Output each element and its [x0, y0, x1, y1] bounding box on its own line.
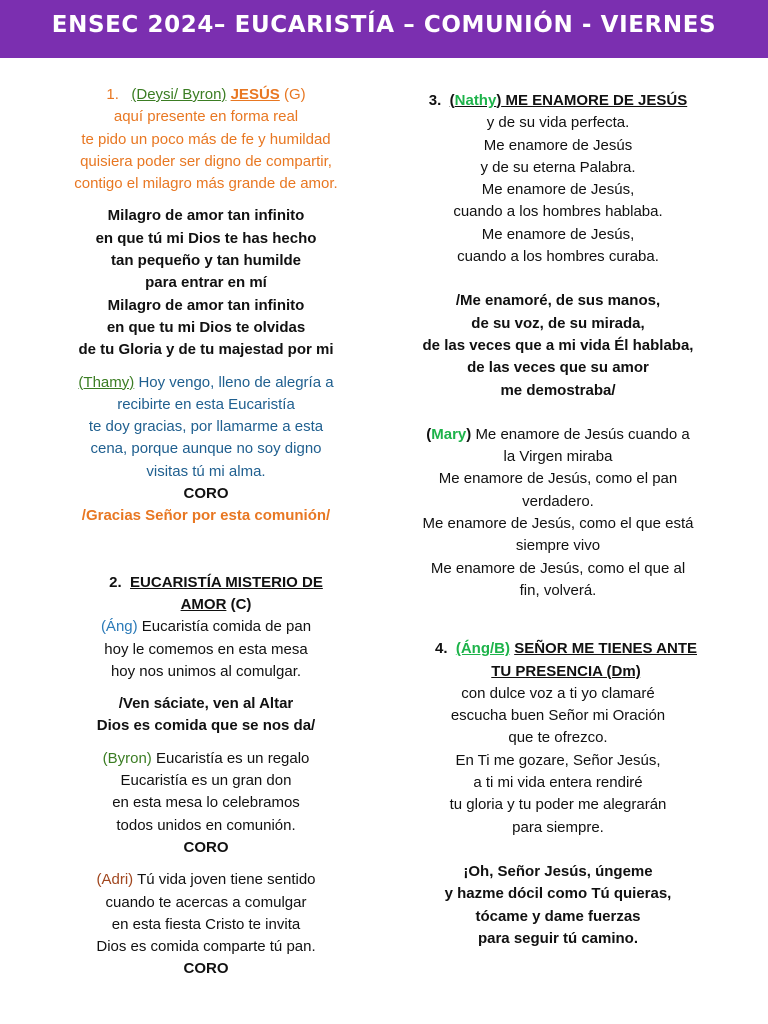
song2-verse3 [28, 869, 384, 958]
lyric-line: para seguir tú camino. [477, 929, 639, 947]
song1-number: 1. [106, 86, 119, 103]
song4-heading [400, 638, 716, 683]
lyric-line: a ti mi vida entera rendiré [473, 774, 643, 792]
song2-coro: CORO [183, 838, 229, 856]
song4-chorus [400, 861, 716, 950]
lyric-line: ¡Oh, Señor Jesús, úngeme [463, 862, 653, 880]
lyric-line: verdadero. [522, 492, 594, 510]
lyric-text: Eucaristía comida de pan [141, 618, 312, 636]
lyric-line: en que tu mi Dios te olvidas [106, 318, 306, 336]
lyric-line: Me enamore de Jesús, [481, 181, 635, 199]
paren: ( [449, 92, 455, 109]
lyric-line: tan pequeño y tan humilde [110, 252, 301, 270]
lyric-text: Tú vida joven tiene sentido [137, 871, 316, 889]
song2-singer2: (Byron) [102, 749, 152, 767]
paren: ) [466, 425, 472, 443]
lyric-line: en esta mesa lo celebramos [112, 794, 300, 812]
song2-coro: CORO [183, 960, 229, 978]
lyric-line: de su voz, de su mirada, [471, 314, 645, 332]
lyric-line: /Me enamoré, de sus manos, [455, 292, 661, 310]
lyric-line: para siempre. [512, 818, 604, 836]
lyric-line: aquí presente en forma real [113, 108, 299, 126]
song1-verse1 [28, 106, 384, 195]
lyric-line: que te ofrezco. [508, 729, 608, 747]
lyric-line: escucha buen Señor mi Oración [450, 707, 666, 725]
lyric-line: cuando a los hombres hablaba. [453, 203, 663, 221]
lyric-line: Me enamore de Jesús [483, 136, 633, 154]
song3-heading [400, 90, 716, 112]
lyric-line: y hazme dócil como Tú quieras, [444, 885, 672, 903]
song1-coro: CORO [183, 485, 229, 503]
lyric-line: todos unidos en comunión. [116, 816, 296, 834]
lyric-line: en que tú mi Dios te has hecho [95, 229, 317, 247]
lyric-line: quisiera poder ser digno de compartir, [80, 152, 332, 170]
lyric-line: me demostraba/ [500, 381, 616, 399]
lyric-line: Me enamore de Jesús, como el que al [430, 559, 686, 577]
lyric-line: Dios es comida comparte tú pan. [96, 938, 316, 956]
lyric-line: y de su eterna Palabra. [480, 158, 636, 176]
lyric-line: Eucaristía es un gran don [120, 772, 292, 790]
song3-number: 3. [428, 92, 442, 109]
left-column [28, 84, 384, 981]
lyric-line: tu gloria y tu poder me alegrarán [449, 796, 667, 814]
lyric-line: fin, volverá. [519, 581, 597, 599]
song2-key: (C) [230, 595, 252, 613]
right-column [400, 90, 716, 950]
lyric-text: Eucaristía es un regalo [155, 749, 310, 767]
lyric-line: y de su vida perfecta. [486, 114, 630, 132]
lyric-line: para entrar en mí [145, 274, 267, 292]
song3-singer: Nathy [454, 92, 497, 109]
lyric-line: recibirte en esta Eucaristía [117, 395, 295, 413]
song1-heading [28, 84, 384, 106]
lyric-line: cuando te acercas a comulgar [105, 893, 307, 911]
lyric-line: te pido un poco más de fe y humildad [81, 130, 331, 148]
lyric-line: Me enamore de Jesús, [481, 225, 635, 243]
song2-number: 2. [109, 573, 122, 591]
lyric-line: contigo el milagro más grande de amor. [74, 175, 338, 193]
lyric-line: hoy nos unimos al comulgar. [110, 662, 302, 680]
song3-verse2 [400, 424, 716, 602]
song2-singer1: (Áng) [100, 618, 138, 636]
lyric-line: cena, porque aunque no soy digno [90, 440, 322, 458]
song1-singers: (Deysi/ Byron) [131, 86, 227, 103]
page-title: ENSEC 2024– EUCARISTÍA – COMUNIÓN - VIERNES [51, 12, 717, 38]
song4-title-b: TU PRESENCIA (Dm) [491, 662, 641, 680]
lyric-line [28, 372, 384, 394]
lyric-line: Dios es comida que se nos da/ [96, 717, 316, 735]
song1-key: (G) [283, 86, 306, 103]
song4-number: 4. [435, 640, 448, 658]
song4-title-a: SEÑOR ME TIENES ANTE [514, 640, 697, 658]
song2-title-b: AMOR [180, 595, 227, 613]
lyric-line: Milagro de amor tan infinito [107, 296, 305, 314]
song1-singer2: (Thamy) [78, 373, 135, 391]
lyric-line: te doy gracias, por llamarme a esta [88, 418, 324, 436]
song4-verse [400, 683, 716, 839]
lyric-line: en esta fiesta Cristo te invita [111, 915, 301, 933]
song1-chorus [28, 205, 384, 361]
song2-verse1 [28, 616, 384, 683]
lyric-line: con dulce voz a ti yo clamaré [461, 684, 655, 702]
lyric-line: de las veces que su amor [467, 359, 649, 377]
lyric-line: Me enamore de Jesús, como el pan [438, 470, 678, 488]
lyric-line: hoy le comemos en esta mesa [104, 640, 308, 658]
lyric-line: de las veces que a mi vida Él hablaba, [422, 336, 694, 354]
song1-verse2 [28, 372, 384, 483]
song2-heading [28, 572, 384, 617]
lyric-line: de tu Gloria y de tu majestad por mi [78, 341, 334, 359]
song1-title: JESÚS [230, 86, 280, 103]
lyric-line: visitas tú mi alma. [146, 462, 266, 480]
page-banner [0, 0, 768, 58]
song2-singer3: (Adri) [96, 871, 134, 889]
paren: ) [496, 92, 502, 109]
song2-chorus [28, 693, 384, 738]
lyric-line: cuando a los hombres curaba. [457, 248, 659, 266]
lyric-text: Me enamore de Jesús cuando a [475, 425, 690, 443]
song3-singer2: Mary [431, 425, 467, 443]
song3-verse1 [400, 112, 716, 268]
lyric-line: siempre vivo [515, 537, 601, 555]
song3-title: ME ENAMORE DE JESÚS [505, 92, 688, 109]
lyric-line: tócame y dame fuerzas [475, 907, 641, 925]
song1-closing: /Gracias Señor por esta comunión/ [81, 507, 331, 525]
song2-verse2 [28, 748, 384, 837]
song4-singers: (Áng/B) [455, 640, 511, 658]
lyric-line: Me enamore de Jesús, como el que está [422, 515, 694, 533]
song2-title-a: EUCARISTÍA MISTERIO DE [130, 573, 323, 591]
lyric-line: la Virgen miraba [503, 448, 613, 466]
lyric-line: En Ti me gozare, Señor Jesús, [455, 751, 661, 769]
paren: ( [426, 425, 432, 443]
lyric-text: Hoy vengo, lleno de alegría a [138, 373, 334, 391]
lyric-line: Milagro de amor tan infinito [107, 207, 305, 225]
song3-chorus [400, 290, 716, 401]
lyric-line: /Ven sáciate, ven al Altar [118, 695, 294, 713]
